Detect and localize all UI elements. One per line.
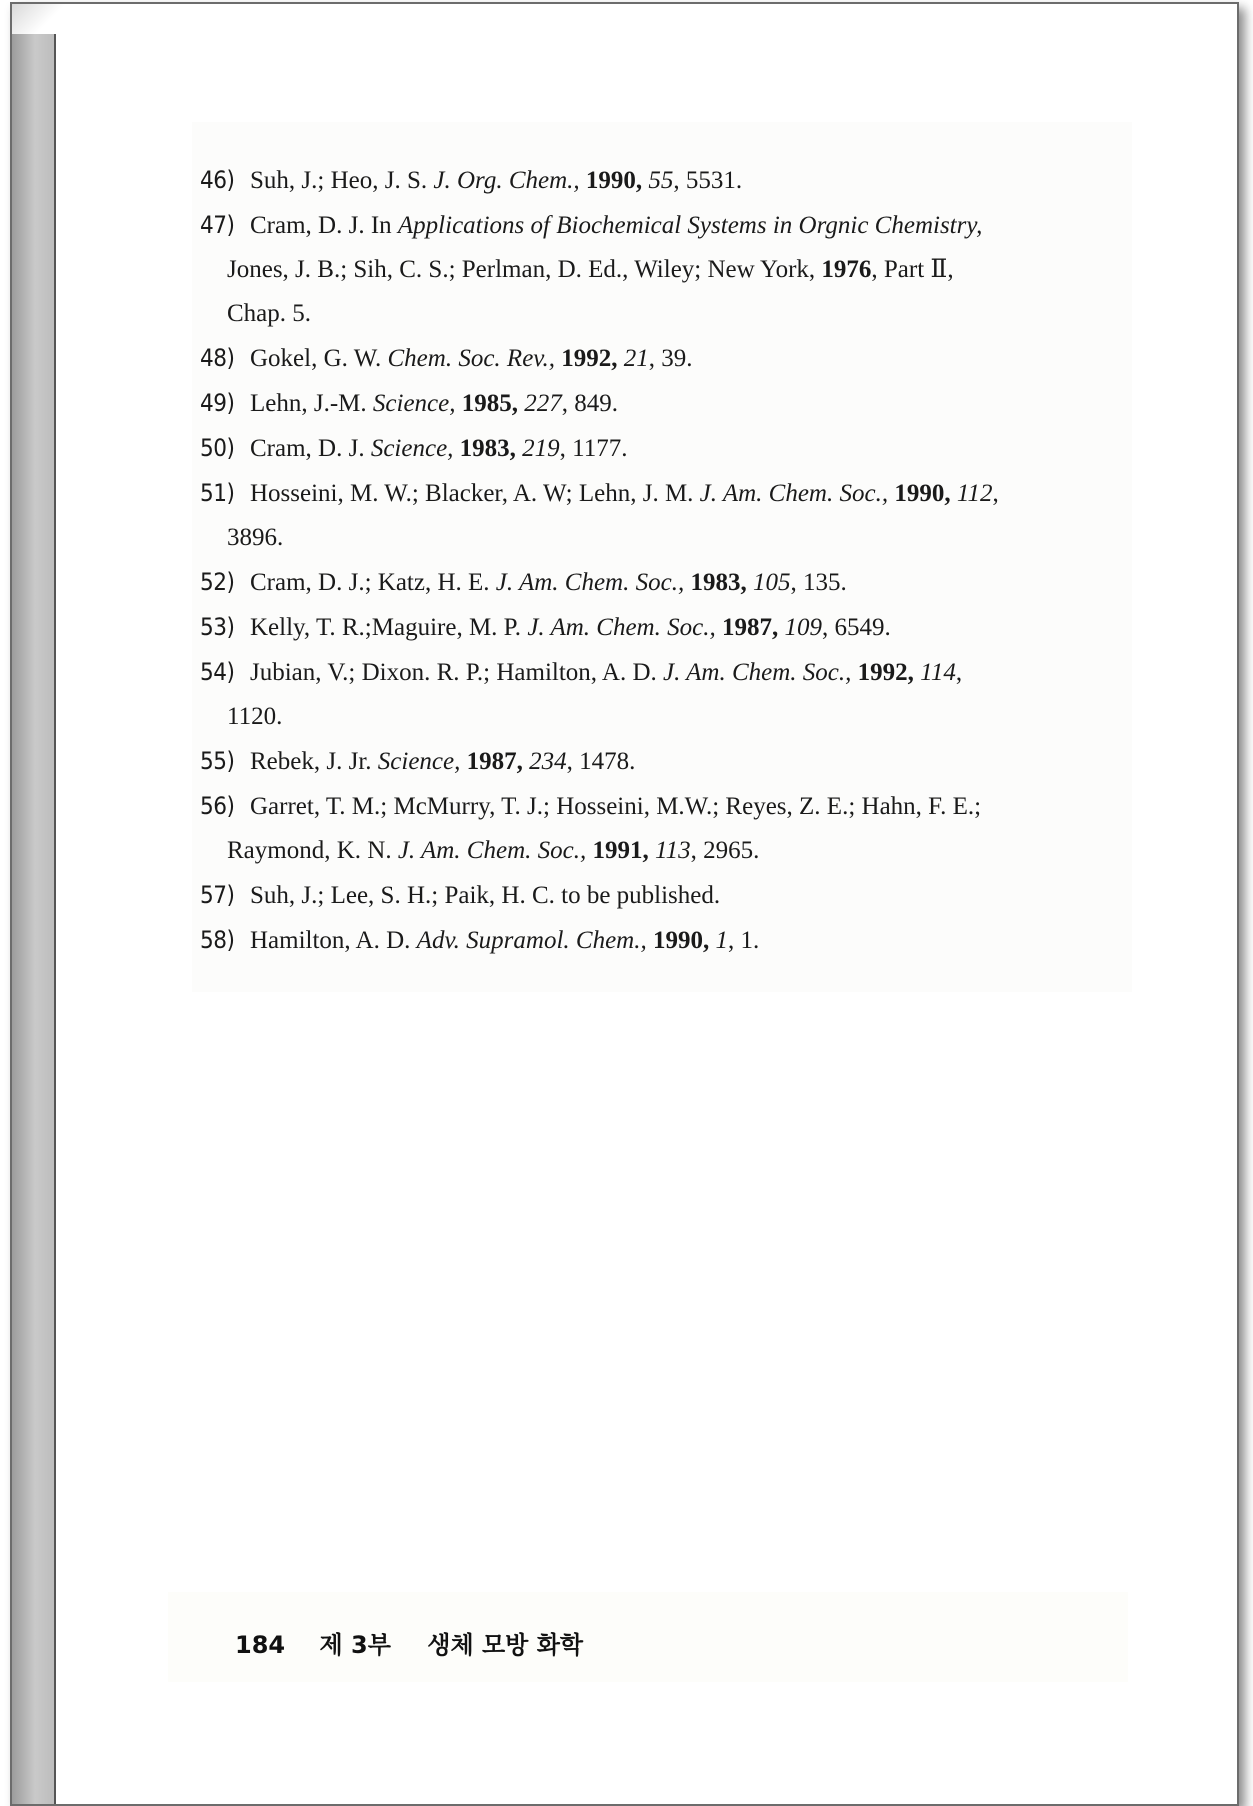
reference-item (200, 336, 1100, 381)
reference-item (200, 918, 1100, 963)
reference-number: 56) (200, 792, 235, 820)
reference-item (200, 784, 1100, 873)
reference-item (200, 203, 1100, 336)
reference-segment: 1991, (586, 837, 649, 864)
reference-text (250, 569, 847, 596)
page-footer (235, 1625, 583, 1660)
reference-segment: 1983, (453, 435, 516, 462)
reference-segment: 1987, (460, 748, 523, 775)
reference-number: 52) (200, 568, 235, 596)
reference-text (250, 748, 635, 775)
reference-segment: 105 (746, 569, 791, 596)
part-title: 생체 모방 화학 (427, 1631, 584, 1659)
reference-segment: 113 (648, 837, 691, 864)
reference-number: 49) (200, 389, 235, 417)
reference-text (250, 345, 693, 372)
reference-number: 46) (200, 166, 235, 194)
reference-segment: Cram, D. J. In (250, 212, 398, 239)
reference-number: 55) (200, 747, 235, 775)
reference-item (200, 560, 1100, 605)
reference-segment: 1992, (555, 345, 618, 372)
reference-segment: Gokel, G. W. (250, 345, 388, 372)
reference-segment: 3896. (227, 524, 284, 551)
reference-continuation (200, 829, 1100, 873)
reference-segment: , 1177. (559, 435, 628, 462)
reference-segment: J. Am. Chem. Soc., (495, 569, 685, 596)
reference-segment: , 135. (790, 569, 847, 596)
reference-segment: , 849. (561, 390, 618, 417)
reference-segment: , 1. (728, 927, 760, 954)
reference-segment: Chap. 5. (227, 300, 312, 327)
reference-continuation (200, 248, 1100, 292)
reference-segment: Cram, D. J.; Katz, H. E. (250, 569, 496, 596)
reference-text (250, 882, 720, 909)
reference-text (250, 793, 981, 820)
reference-segment: J. Am. Chem. Soc., (527, 614, 716, 641)
reference-segment: 1 (709, 927, 728, 954)
reference-segment: 1976 (821, 256, 872, 283)
reference-segment: 1987, (715, 614, 779, 641)
reference-segment: 1990, (888, 480, 951, 507)
reference-continuation (200, 695, 1100, 739)
reference-item (200, 605, 1100, 650)
reference-number: 54) (200, 658, 235, 686)
reference-segment: Science, (372, 390, 456, 417)
reference-segment: J. Am. Chem. Soc., (397, 837, 587, 864)
reference-segment: 1983, (684, 569, 747, 596)
reference-text (250, 167, 742, 194)
reference-segment: Suh, J.; Heo, J. S. (250, 167, 434, 194)
book-spine (12, 4, 56, 1804)
reference-segment: , Part Ⅱ, (871, 256, 954, 283)
reference-segment: J. Am. Chem. Soc., (699, 480, 889, 507)
reference-item (200, 426, 1100, 471)
reference-item (200, 381, 1100, 426)
reference-segment: , (955, 659, 963, 686)
reference-segment: 112 (950, 480, 993, 507)
reference-segment: 21 (617, 345, 649, 372)
reference-segment: Jones, J. B.; Sih, C. S.; Perlman, D. Ed., Wiley; New York, (227, 256, 822, 283)
reference-segment: 1990, (646, 927, 710, 954)
reference-segment: Suh, J.; Lee, S. H.; Paik, H. C. to be published. (250, 882, 721, 909)
reference-segment: , 5531. (673, 167, 743, 194)
reference-segment: Hamilton, A. D. (250, 927, 417, 954)
spine-highlight (12, 4, 72, 34)
reference-segment: 114 (913, 659, 956, 686)
reference-text (250, 212, 982, 239)
reference-continuation (200, 292, 1100, 336)
reference-number: 48) (200, 344, 235, 372)
reference-segment: Applications of Biochemical Systems in Orgnic Chemistry, (397, 212, 983, 239)
reference-segment: 219 (515, 435, 560, 462)
reference-segment: Chem. Soc. Rev., (387, 345, 556, 372)
reference-segment: 1990, (579, 167, 649, 194)
reference-segment: 109 (778, 614, 822, 641)
reference-number: 47) (200, 211, 235, 239)
reference-continuation (200, 516, 1100, 560)
reference-text (250, 435, 628, 462)
reference-segment: 1992, (851, 659, 914, 686)
reference-segment: , (992, 480, 999, 507)
reference-number: 51) (200, 479, 235, 507)
reference-number: 57) (200, 881, 235, 909)
reference-item (200, 739, 1100, 784)
reference-segment: , 1478. (566, 748, 636, 775)
reference-segment: Raymond, K. N. (227, 837, 398, 864)
reference-number: 58) (200, 926, 235, 954)
reference-item (200, 471, 1100, 560)
reference-item (200, 873, 1100, 918)
reference-segment: 234 (522, 748, 567, 775)
reference-text (250, 480, 999, 507)
reference-text (250, 927, 759, 954)
reference-segment: 227 (518, 390, 562, 417)
reference-segment: 55 (648, 167, 674, 194)
reference-segment: Adv. Supramol. Chem., (416, 927, 647, 954)
page-number: 184 (235, 1631, 286, 1659)
reference-text (250, 614, 891, 641)
reference-segment: Jubian, V.; Dixon. R. P.; Hamilton, A. D. (250, 659, 664, 686)
reference-number: 53) (200, 613, 235, 641)
reference-segment: J. Am. Chem. Soc., (663, 659, 852, 686)
reference-segment: Garret, T. M.; McMurry, T. J.; Hosseini, M.W.; Reyes, Z. E.; Hahn, F. E.; (250, 793, 982, 820)
reference-segment: Science, (370, 435, 454, 462)
reference-segment: Rebek, J. Jr. (250, 748, 378, 775)
reference-segment: J. Org. Chem., (433, 167, 580, 194)
reference-item (200, 158, 1100, 203)
reference-segment: Kelly, T. R.;Maguire, M. P. (250, 614, 528, 641)
reference-segment: , 6549. (821, 614, 891, 641)
reference-list (200, 158, 1100, 963)
reference-text (250, 659, 962, 686)
reference-segment: Lehn, J.-M. (250, 390, 373, 417)
reference-text (250, 390, 618, 417)
reference-item (200, 650, 1100, 739)
reference-segment: Hosseini, M. W.; Blacker, A. W; Lehn, J. M. (250, 480, 700, 507)
reference-segment: , 39. (648, 345, 693, 372)
reference-segment: , 2965. (690, 837, 760, 864)
reference-number: 50) (200, 434, 235, 462)
reference-segment: Cram, D. J. (250, 435, 371, 462)
reference-segment: 1120. (227, 703, 283, 730)
part-label: 제 3부 (319, 1631, 391, 1659)
reference-segment: 1985, (455, 390, 518, 417)
reference-segment: Science, (377, 748, 461, 775)
